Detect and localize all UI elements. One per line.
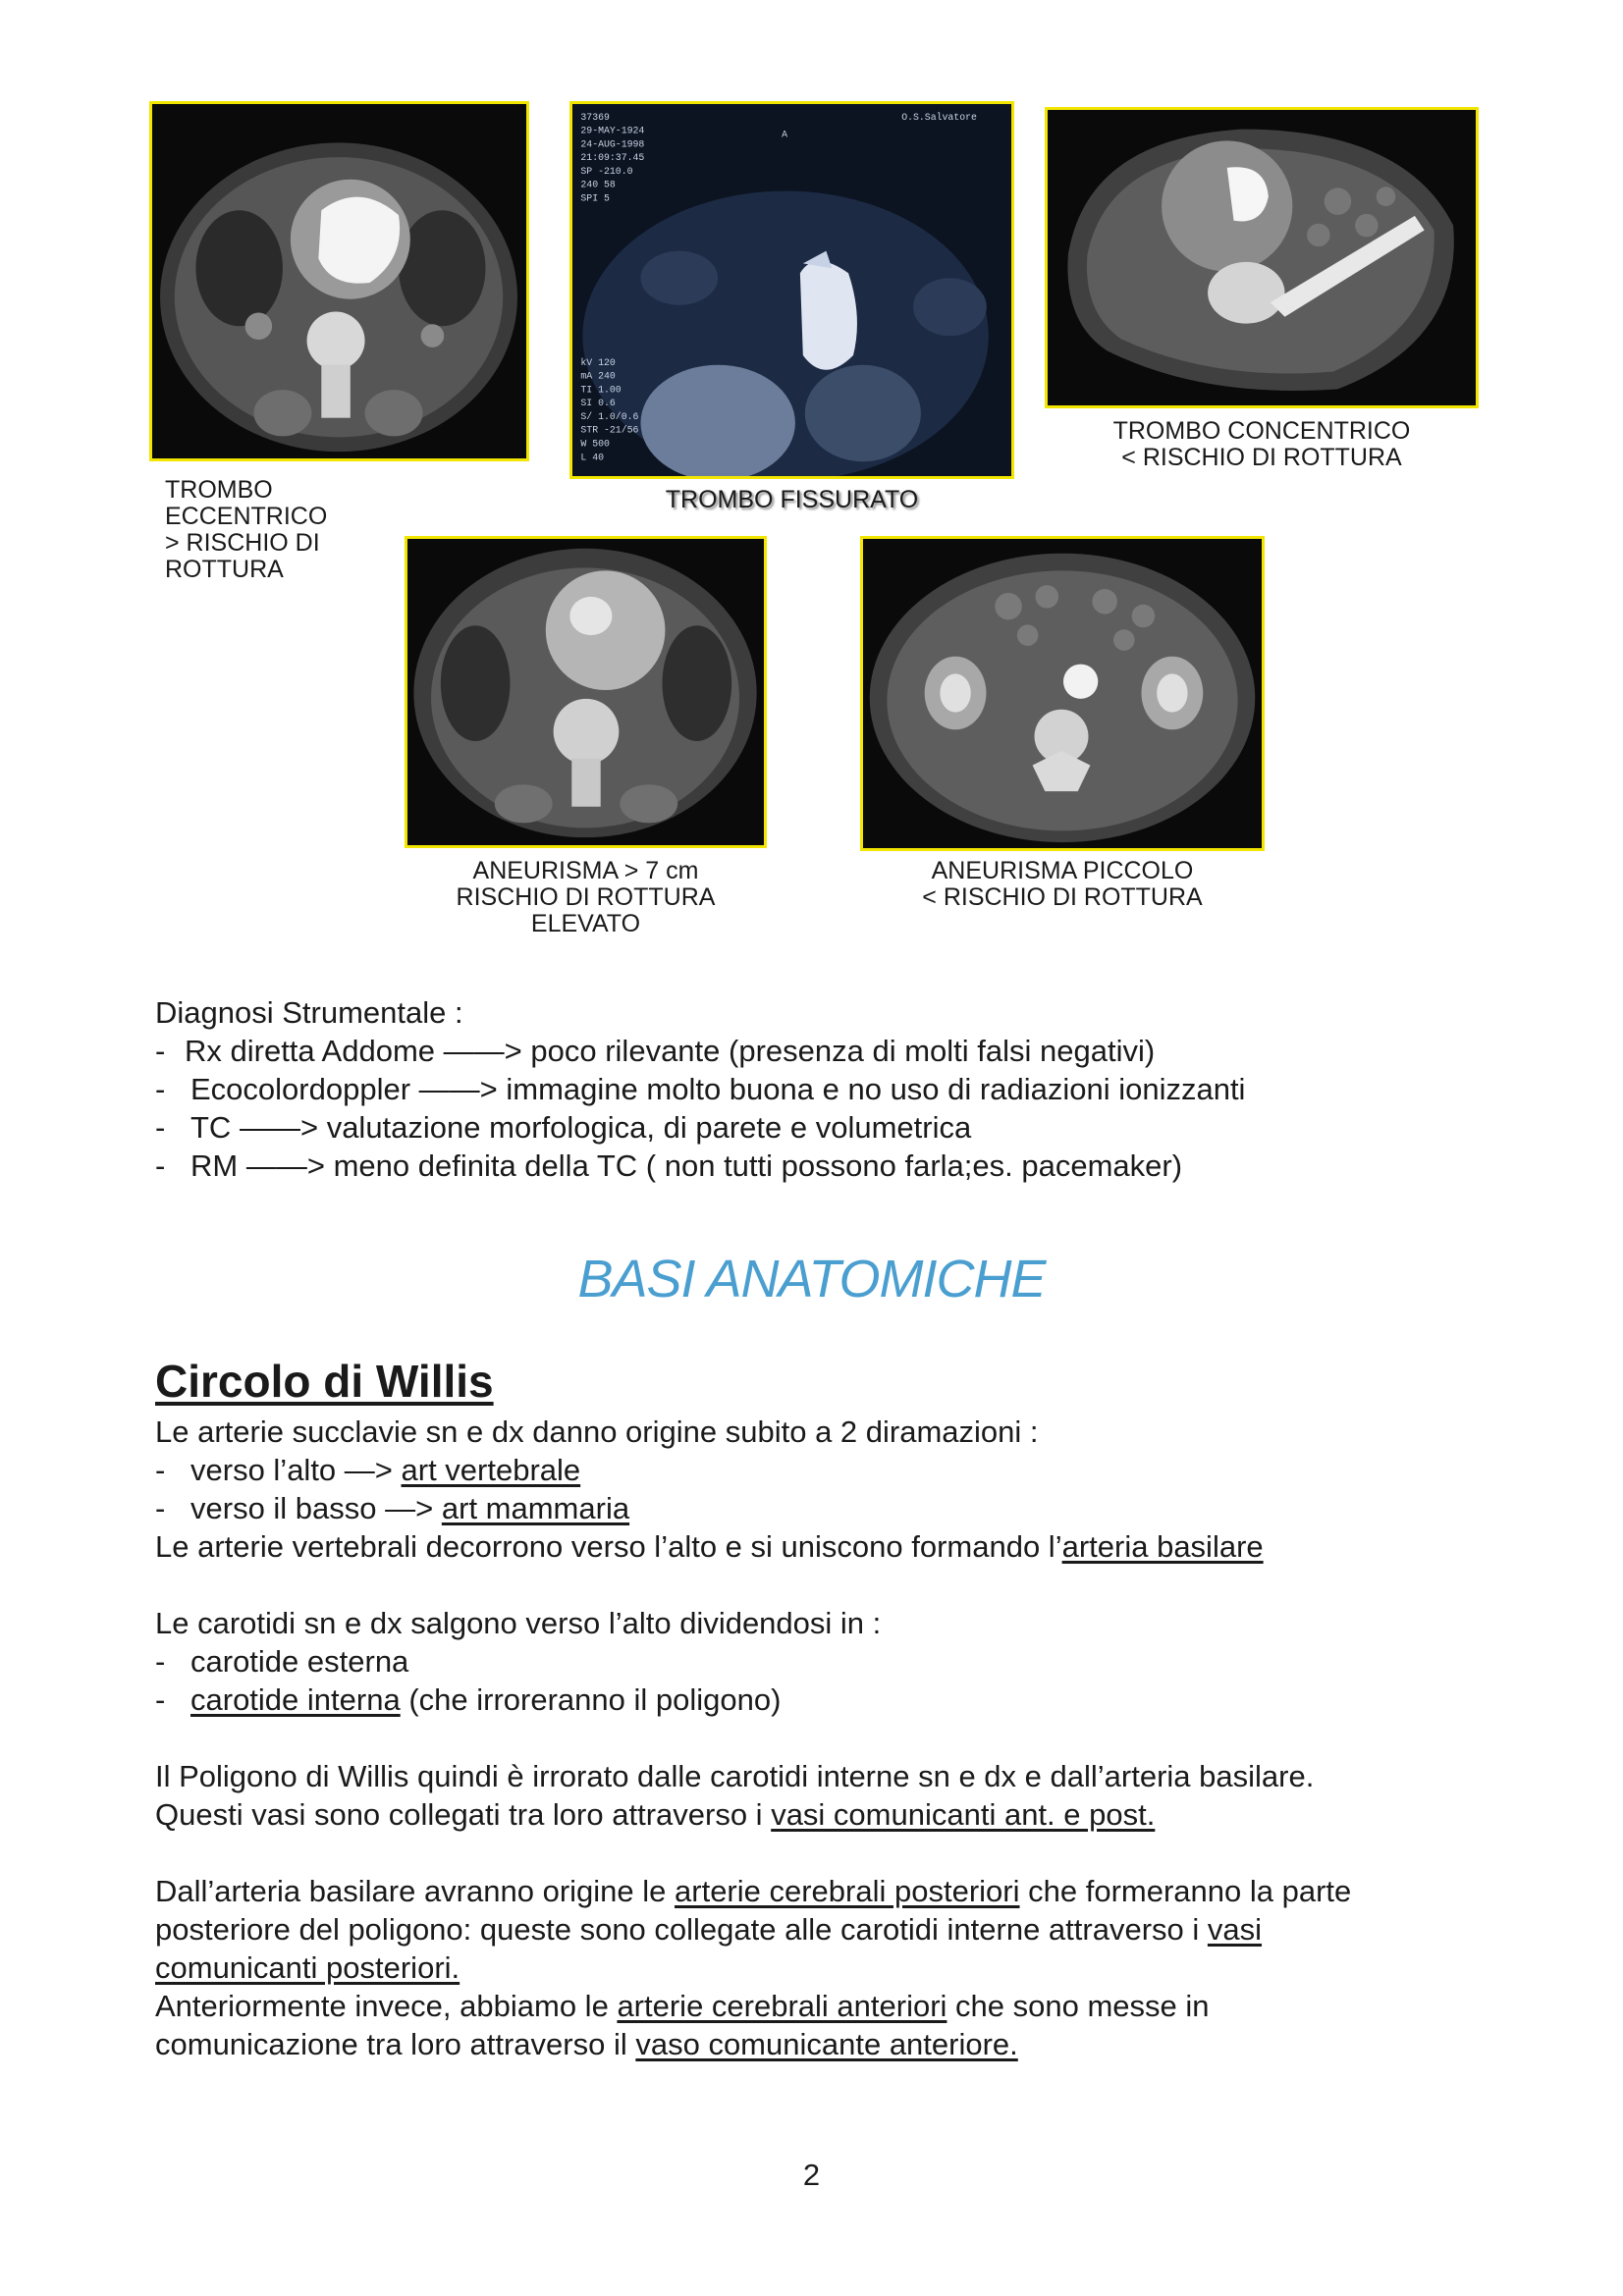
list-item: - verso il basso —> art mammaria (155, 1491, 630, 1525)
caption-trombo-eccentrico: TROMBO ECCENTRICO > RISCHIO DI ROTTURA (165, 476, 328, 583)
diagnosi-item: - Ecocolordoppler ——> immagine molto buona e no uso di radiazioni ionizzanti (155, 1072, 1246, 1106)
svg-text:SI 0.6: SI 0.6 (580, 398, 616, 409)
diagnosi-item: - RM ——> meno definita della TC ( non tutti possono farla;es. pacemaker) (155, 1148, 1183, 1183)
paragraph: Dall’arteria basilare avranno origine le arterie cerebrali posteriori che formeranno la parte (155, 1874, 1352, 1908)
diagnosi-item: - Rx diretta Addome ——> poco rilevante (presenza di molti falsi negativi) (155, 1034, 1156, 1068)
svg-text:O.S.Salvatore: O.S.Salvatore (901, 111, 977, 123)
ct-scan-trombo-fissurato (569, 101, 1014, 479)
diagnosi-item: - TC ——> valutazione morfologica, di parete e volumetrica (155, 1110, 972, 1145)
ct-image-axial-small-aneurysm (863, 539, 1262, 848)
ct-image-axial-pelvis (1048, 110, 1476, 405)
ct-scan-trombo-concentrico (1045, 107, 1479, 408)
list-item: - verso l’alto —> art vertebrale (155, 1453, 581, 1487)
svg-text:SPI 5: SPI 5 (580, 192, 610, 204)
scan-overlay-id: 37369 (580, 111, 610, 123)
list-item: - carotide interna (che irroreranno il poligono) (155, 1682, 782, 1717)
caption-trombo-fissurato: TROMBO FISSURATO (665, 486, 919, 513)
ct-scan-aneurisma-piccolo (860, 536, 1265, 851)
svg-text:kV 120: kV 120 (580, 356, 616, 368)
paragraph: Le carotidi sn e dx salgono verso l’alto dividendosi in : (155, 1606, 882, 1640)
svg-text:TI 1.00: TI 1.00 (580, 384, 622, 396)
svg-text:29-MAY-1924: 29-MAY-1924 (580, 125, 645, 136)
paragraph: Anteriormente invece, abbiamo le arterie cerebrali anteriori che sono messe in (155, 1989, 1210, 2023)
page-number: 2 (802, 2158, 821, 2192)
svg-text:24-AUG-1998: 24-AUG-1998 (580, 138, 645, 150)
heading-circolo-di-willis: Circolo di Willis (155, 1356, 494, 1407)
svg-text:L 40: L 40 (580, 452, 604, 463)
ct-scan-trombo-eccentrico (149, 101, 529, 461)
svg-text:STR -21/56: STR -21/56 (580, 424, 639, 436)
paragraph: Il Poligono di Willis quindi è irrorato dalle carotidi interne sn e dx e dall’arteria basilare. (155, 1759, 1315, 1793)
caption-aneurisma-grande: ANEURISMA > 7 cm RISCHIO DI ROTTURA ELEVATO (456, 857, 716, 937)
diagnosi-title: Diagnosi Strumentale : (155, 995, 463, 1030)
svg-text:SP -210.0: SP -210.0 (580, 165, 633, 177)
ct-image-axial-large-aneurysm (407, 539, 764, 845)
ct-scan-aneurisma-grande (405, 536, 767, 848)
caption-aneurisma-piccolo: ANEURISMA PICCOLO < RISCHIO DI ROTTURA (922, 857, 1203, 911)
svg-text:A: A (782, 129, 788, 140)
list-item: - carotide esterna (155, 1644, 409, 1679)
paragraph: Le arterie vertebrali decorrono verso l’alto e si uniscono formando l’arteria basilare (155, 1529, 1264, 1564)
paragraph: Le arterie succlavie sn e dx danno origine subito a 2 diramazioni : (155, 1415, 1039, 1449)
willis-body: Le arterie succlavie sn e dx danno origine subito a 2 diramazioni : - verso l’alto —> art vertebrale - verso il basso —> art mammaria Le arterie vertebrali decorrono verso l’alto e si uniscono formando l’arteria basilare Le carotidi sn e dx salgono verso l’alto dividendosi in : - carotide esterna - carotide interna (che irroreranno il poligono) Il Poligono di Willis quindi è irrorato dalle carotidi interne sn e dx e dall’arteria basilare. Questi vasi sono collegati tra loro attraverso i vasi comunicanti ant. e post. Dall’arteria basilare avranno origine le arterie cerebrali posteriori che formeranno la parte posteriore del poligono: queste sono collegate alle carotidi interne attraverso i vasi comunicanti posteriori. Anteriormente invece, abbiamo le arterie cerebrali anteriori che sono messe in comunicazione tra loro attraverso il vaso comunicante anteriore. (155, 1415, 1352, 2061)
ct-image-coronal (572, 104, 1011, 476)
svg-text:21:09:37.45: 21:09:37.45 (580, 152, 645, 164)
diagnosi-strumentale (155, 993, 1245, 1185)
paragraph: Questi vasi sono collegati tra loro attraverso i vasi comunicanti ant. e post. (155, 1797, 1156, 1832)
svg-text:mA 240: mA 240 (580, 370, 616, 382)
caption-trombo-concentrico: TROMBO CONCENTRICO < RISCHIO DI ROTTURA (1112, 417, 1411, 471)
svg-text:S/ 1.0/0.6: S/ 1.0/0.6 (580, 410, 639, 422)
ct-image-axial-abdomen (152, 104, 526, 458)
svg-text:W 500: W 500 (580, 438, 610, 450)
section-title: BASI ANATOMICHE (577, 1250, 1046, 1308)
svg-text:240 58: 240 58 (580, 179, 616, 190)
